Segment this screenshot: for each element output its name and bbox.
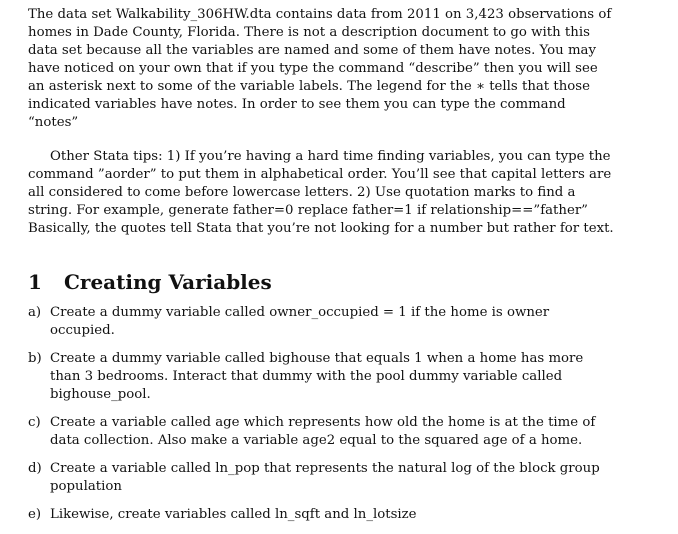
list-item-label: c) <box>28 415 41 430</box>
list-item-label: d) <box>28 461 42 476</box>
task-list <box>28 304 616 524</box>
section-number: 1 <box>28 270 42 294</box>
list-item <box>28 460 616 496</box>
list-item-label: a) <box>28 305 42 320</box>
intro-paragraph-2: Other Stata tips: 1) If you’re having a hard time finding variables, you can type the command ”aorder” to put them in alphabetical order. You’ll see that capital letters are all considered to come before lowercase letters. 2) Use quotation marks to find a string. For example, generate father=0 replace father=1 if relationship==”father” Basically, the quotes tell Stata that you’re not looking for a number but rather for text. <box>28 149 614 236</box>
list-item <box>28 506 616 524</box>
list-item-text: Create a variable called ln_pop that represents the natural log of the block group population <box>50 461 600 494</box>
section-title: Creating Variables <box>64 270 272 294</box>
intro-paragraph-1: The data set Walkability_306HW.dta contains data from 2011 on 3,423 observations of homes in Dade County, Florida. There is not a description document to go with this data set because all the variables are named and some of them have notes. You may have noticed on your own that if you type the command “describe” then you will see an asterisk next to some of the variable labels. The legend for the ∗ tells that those indicated variables have notes. In order to see them you can type the command “notes” <box>28 7 612 130</box>
list-item-label: b) <box>28 351 42 366</box>
list-item-text: Create a dummy variable called owner_occupied = 1 if the home is owner occupied. <box>50 305 550 338</box>
document-page <box>28 6 616 534</box>
list-item <box>28 304 616 340</box>
list-item-text: Create a dummy variable called bighouse that equals 1 when a home has more than 3 bedrooms. Interact that dummy with the pool dummy variable called bighouse_pool. <box>50 351 584 402</box>
list-item-label: e) <box>28 507 42 522</box>
list-item <box>28 350 616 404</box>
list-item <box>28 414 616 450</box>
list-item-text: Likewise, create variables called ln_sqft and ln_lotsize <box>50 507 417 522</box>
list-item-text: Create a variable called age which represents how old the home is at the time of data collection. Also make a variable age2 equal to the squared age of a home. <box>50 415 596 448</box>
section-heading <box>28 268 616 296</box>
